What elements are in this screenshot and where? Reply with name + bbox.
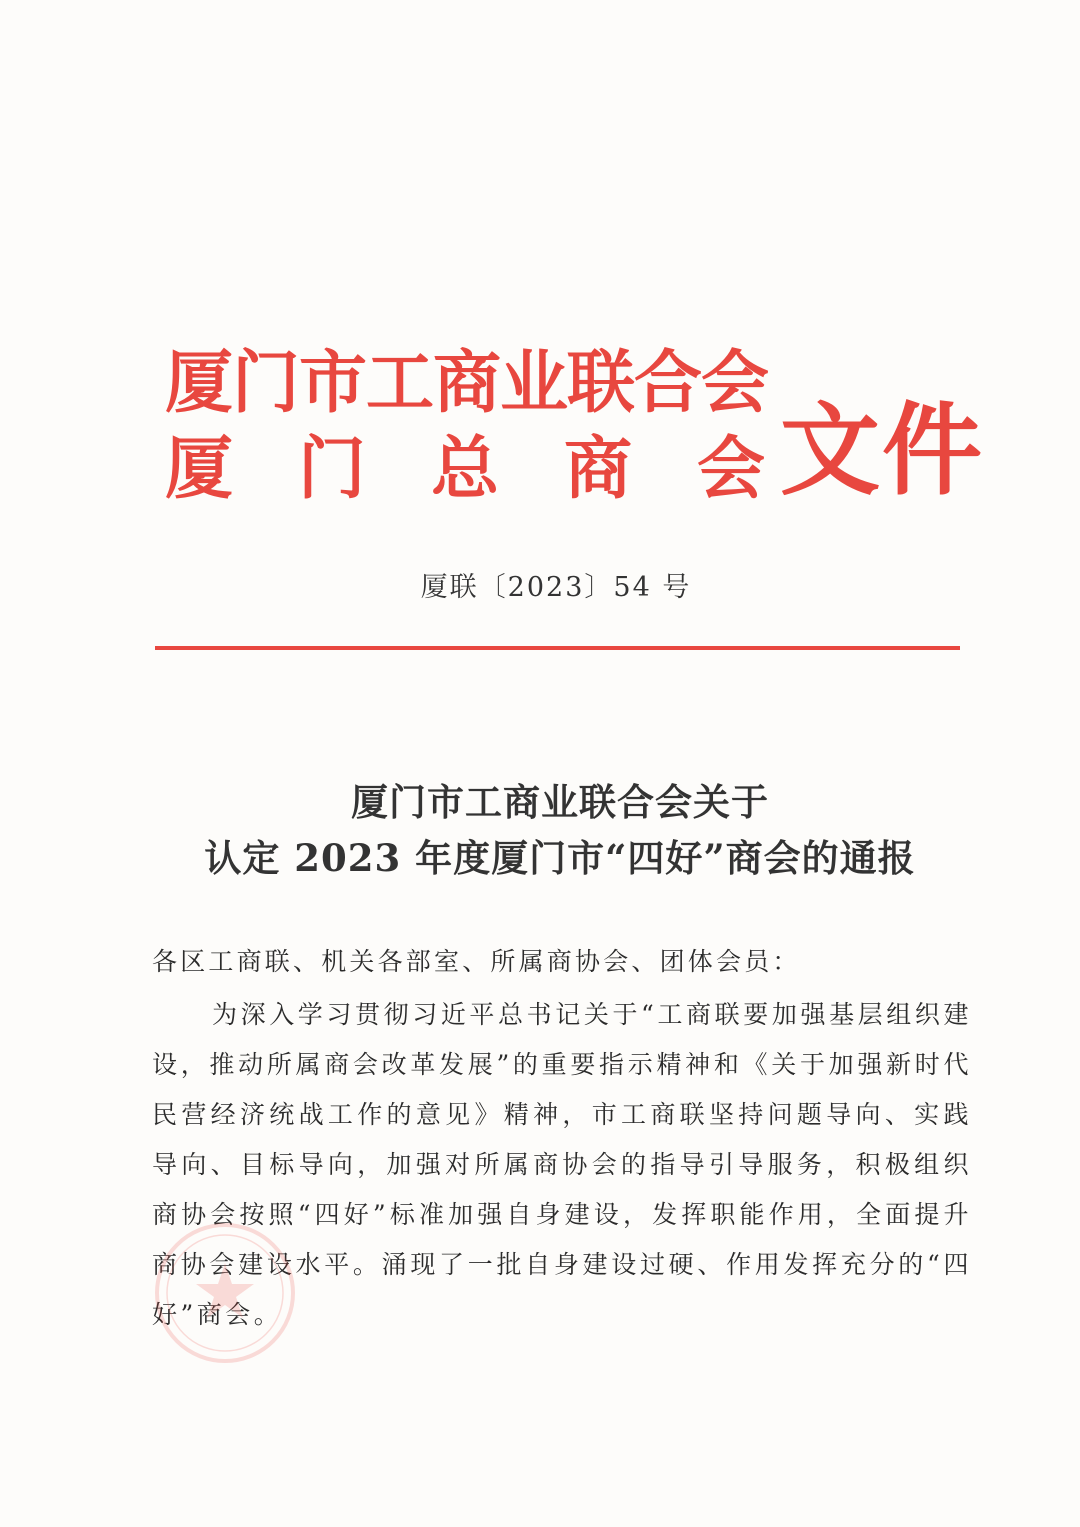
notice-title-line-1: 厦门市工商业联合会关于 — [351, 780, 769, 824]
issuer-char: 商 — [563, 429, 632, 509]
issuer-char: 会 — [696, 429, 765, 509]
issuer-char: 总 — [430, 429, 499, 509]
issuer-char: 厦 — [165, 343, 234, 423]
issuer-letterhead — [165, 340, 768, 512]
issuer-char: 业 — [500, 343, 569, 423]
official-seal-icon — [150, 1218, 300, 1368]
issuer-line-2 — [165, 426, 765, 512]
document-number: 厦联〔2023〕54 号 — [420, 572, 692, 603]
body-paragraph: 为深入学习贯彻习近平总书记关于“工商联要加强基层组织建设，推动所属商会改革发展”的重要指示精神和《关于加强新时代民营经济统战工作的意见》精神，市工商联坚持问题导向、实践导向、目标导向，加强对所属商协会的指导引导服务，积极组织商协会按照“四好”标准加强自身建设，发挥职能作用，全面提升商协会建设水平。涌现了一批自身建设过硬、作用发挥充分的“四好”商会。 — [152, 1000, 972, 1329]
issuer-char: 工 — [366, 343, 435, 423]
issuer-char: 厦 — [165, 429, 234, 509]
issuer-char: 市 — [299, 343, 368, 423]
issuer-char: 门 — [232, 343, 301, 423]
notice-title-line-2: 认定 2023 年度厦门市“四好”商会的通报 — [204, 836, 916, 880]
issuer-char: 门 — [297, 429, 366, 509]
issuer-line-1 — [165, 340, 768, 426]
issuer-char: 商 — [433, 343, 502, 423]
red-divider-line — [155, 646, 960, 650]
addressee: 各区工商联、机关各部室、所属商协会、团体会员： — [152, 947, 801, 976]
issuer-char: 联 — [567, 343, 636, 423]
document-type-label: 文件 — [780, 391, 984, 509]
issuer-char: 合 — [634, 343, 703, 423]
issuer-char: 会 — [701, 343, 770, 423]
